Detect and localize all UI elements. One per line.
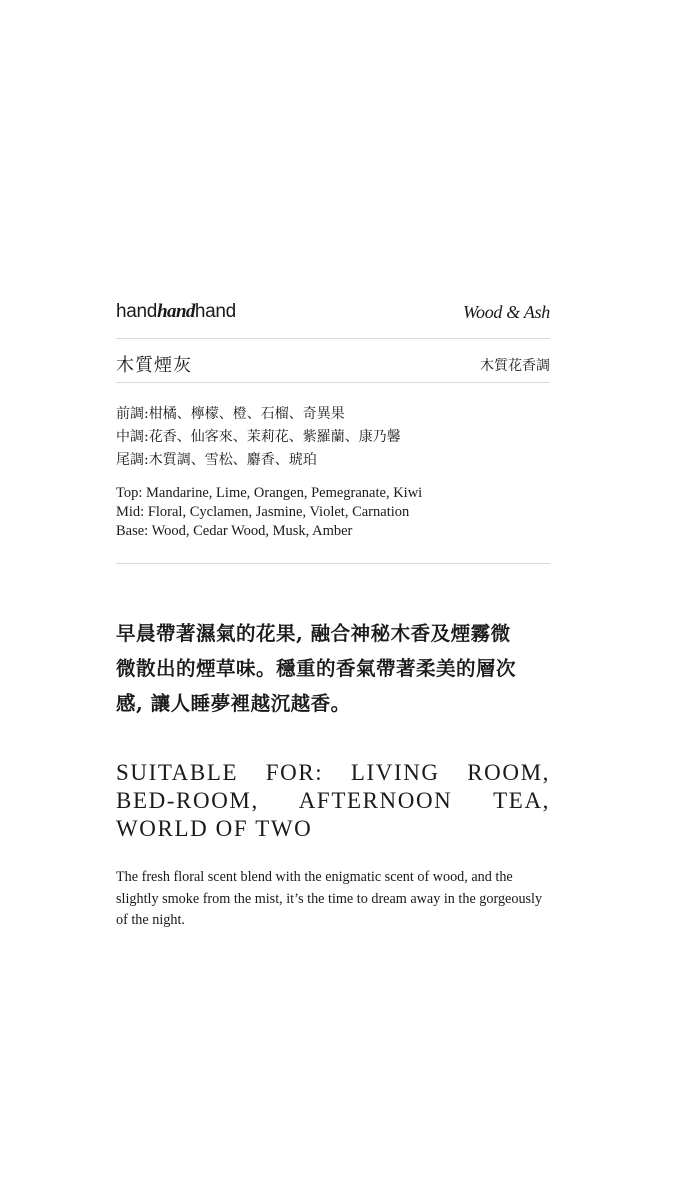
description-zh-line: 早晨帶著濕氣的花果, 融合神秘木香及煙霧微: [116, 622, 511, 645]
description-en-line: The fresh floral scent blend with the enigmatic scent of wood, and the: [116, 869, 513, 885]
description-zh: [116, 616, 550, 721]
notes-zh: [116, 403, 550, 472]
top-notes-zh: 前調:柑橘、檸檬、橙、石榴、奇異果: [116, 406, 345, 422]
suitable-for: SUITABLE FOR: LIVING ROOM, BED-ROOM, AFTERNOON TEA, WORLD OF TWO: [116, 760, 550, 841]
divider: [116, 382, 550, 383]
mid-notes-zh: 中調:花香、仙客來、茉莉花、紫羅蘭、康乃馨: [116, 429, 401, 445]
brand-part-2: hand: [157, 301, 195, 322]
description-en-line: slightly smoke from the mist, it’s the time to dream away in the gorgeously: [116, 890, 543, 907]
top-notes-en: Top: Mandarine, Lime, Orangen, Pemegranate, Kiwi: [116, 485, 423, 501]
brand-part-1: hand: [116, 301, 158, 322]
description-zh-line: 微散出的煙草味。穩重的香氣帶著柔美的層次: [116, 657, 517, 680]
brand-part-3: hand: [194, 301, 236, 322]
description-en: [116, 867, 550, 932]
product-name-en: Wood & Ash: [462, 302, 550, 322]
fragrance-family-zh: 木質花香調: [480, 357, 550, 374]
header-row: [116, 300, 550, 324]
base-notes-en: Base: Wood, Cedar Wood, Musk, Amber: [116, 523, 353, 539]
product-card: [116, 300, 550, 932]
description-zh-line: 感, 讓人睡夢裡越沉越香。: [116, 692, 351, 715]
divider: [116, 563, 550, 564]
description-en-line: of the night.: [116, 912, 185, 928]
product-name-row: [116, 339, 550, 382]
brand-logo: [116, 300, 236, 324]
mid-notes-en: Mid: Floral, Cyclamen, Jasmine, Violet, Carnation: [116, 504, 410, 520]
notes-en: [116, 484, 550, 541]
base-notes-zh: 尾調:木質調、雪松、麝香、琥珀: [116, 452, 317, 468]
product-name-zh: 木質煙灰: [116, 354, 192, 376]
